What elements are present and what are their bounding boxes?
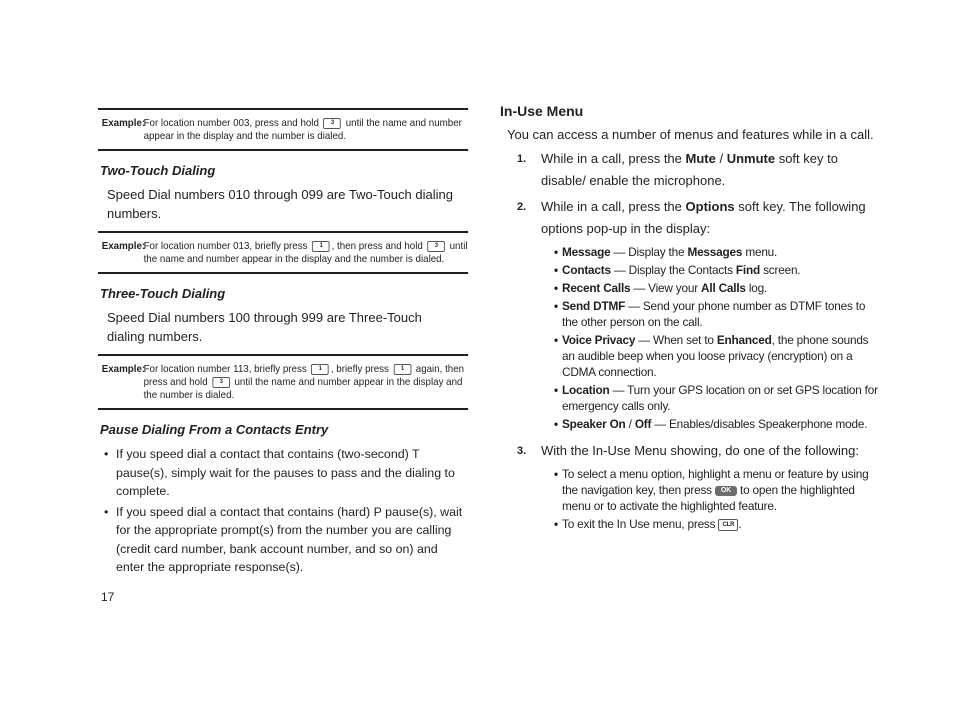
option-name: Voice Privacy — [562, 333, 636, 347]
example-text-part: For location number 003, press and hold — [143, 117, 319, 129]
list-item: • If you speed dial a contact that contains (hard) P pause(s), wait for the appropriate prompt(s) from the number you are calling (credit card number, bank account number, and so on) and enter the appropriate response(s). — [104, 503, 464, 577]
list-item — [554, 516, 880, 532]
example-box-013 — [98, 231, 468, 274]
step-number: 1. — [517, 153, 527, 165]
text-part: log. — [745, 281, 768, 295]
text-part: — Enables/disables Speakerphone mode. — [651, 417, 868, 431]
options-list — [554, 244, 880, 432]
text-part: . — [738, 517, 742, 531]
example-text-part: until the name and number appear in the display and the number is dialed. — [143, 240, 468, 265]
right-column — [500, 103, 880, 540]
option-bold: All Calls — [701, 281, 746, 295]
key-1-icon: 1 — [394, 364, 412, 375]
option-name: Speaker On — [562, 417, 626, 431]
text-part: soft key. The following options pop-up in the display: — [541, 199, 866, 236]
pause-dialing-heading: Pause Dialing From a Contacts Entry — [100, 422, 329, 437]
step-text — [535, 148, 880, 192]
option-name: Send DTMF — [562, 299, 626, 313]
option-bold: Find — [735, 263, 761, 277]
options-label: Options — [685, 199, 735, 214]
list-item — [554, 298, 880, 330]
ok-key-icon: OK — [715, 486, 737, 496]
key-3-icon: 3 — [323, 118, 341, 129]
example-box-113 — [98, 354, 468, 410]
list-item — [554, 262, 880, 278]
text-part: — View your — [630, 281, 702, 295]
in-use-menu-heading: In-Use Menu — [500, 103, 584, 119]
option-bold: Enhanced — [716, 333, 772, 347]
example-text — [144, 363, 469, 402]
step-1 — [500, 148, 880, 192]
option-bold: Messages — [687, 245, 743, 259]
text-part: — Display the — [610, 245, 688, 259]
list-item — [554, 280, 880, 296]
key-3-icon: 3 — [212, 377, 230, 388]
list-item — [554, 382, 880, 414]
text-part: , the phone sounds an audible beep when you loose privacy (encryption) on a CDMA connection. — [562, 333, 869, 379]
pause-dialing-list — [104, 445, 464, 577]
text-part: — Send your phone number as DTMF tones to the other person on the call. — [562, 299, 866, 329]
list-item — [554, 332, 880, 380]
key-1-icon: 1 — [312, 241, 330, 252]
unmute-label: Unmute — [726, 151, 776, 166]
step-3 — [500, 440, 880, 462]
option-bold: Off — [634, 417, 652, 431]
option-name: Message — [562, 245, 611, 259]
text-part: soft key to disable/ enable the microphone. — [541, 151, 838, 188]
text-part: menu. — [742, 245, 778, 259]
three-touch-body: Speed Dial numbers 100 through 999 are Three-Touch dialing numbers. — [107, 310, 422, 344]
list-item: • If you speed dial a contact that contains (two-second) T pause(s), simply wait for the pauses to pass and the dialing to complete. — [104, 445, 464, 501]
step-number: 2. — [517, 201, 527, 213]
text-part: To exit the In Use menu, press — [562, 517, 716, 531]
example-text — [144, 240, 469, 266]
example-label: Example: — [101, 240, 146, 252]
three-touch-heading: Three-Touch Dialing — [100, 286, 226, 301]
key-3-icon: 3 — [427, 241, 445, 252]
text-part: / — [625, 417, 635, 431]
step-number: 3. — [517, 445, 527, 457]
text-part: — Turn your GPS location on or set GPS location for emergency calls only. — [562, 383, 878, 413]
step-3-list — [554, 466, 880, 532]
text-part: to open the highlighted menu or to activate the highlighted feature. — [562, 483, 855, 513]
list-item — [554, 416, 880, 432]
example-text-part: again, then press and hold — [143, 363, 465, 388]
text-part: — Display the Contacts — [610, 263, 736, 277]
page-number: 17 — [101, 590, 115, 604]
clr-key-icon: CLR — [718, 519, 738, 531]
step-2 — [500, 196, 880, 240]
in-use-intro: You can access a number of menus and features while in a call. — [507, 127, 874, 142]
example-box-003 — [98, 108, 468, 151]
text-part: / — [715, 151, 727, 166]
example-text-part: , then press and hold — [331, 240, 423, 252]
example-text-part: , briefly press — [330, 363, 389, 375]
option-name: Recent Calls — [562, 281, 631, 295]
text-part: — When set to — [635, 333, 717, 347]
two-touch-heading: Two-Touch Dialing — [100, 163, 216, 178]
text-part: To select a menu option, highlight a menu or feature by using the navigation key, then press — [562, 467, 869, 497]
list-item — [554, 466, 880, 514]
text-part: While in a call, press the — [541, 199, 686, 214]
text-part: screen. — [760, 263, 801, 277]
two-touch-body: Speed Dial numbers 010 through 099 are Two-Touch dialing numbers. — [107, 187, 453, 221]
example-text-part: until the name and number appear in the display and the number is dialed. — [143, 376, 463, 401]
key-1-icon: 1 — [311, 364, 329, 375]
step-text: With the In-Use Menu showing, do one of the following: — [541, 443, 859, 458]
example-label: Example: — [101, 117, 146, 129]
mute-label: Mute — [685, 151, 716, 166]
option-name: Location — [562, 383, 610, 397]
example-text-part: until the name and number appear in the display and the number is dialed. — [143, 117, 462, 142]
example-text — [144, 117, 469, 143]
list-item — [554, 244, 880, 260]
left-column — [98, 108, 468, 579]
example-text-part: For location number 113, briefly press — [143, 363, 307, 375]
example-label: Example: — [101, 363, 146, 375]
text-part: While in a call, press the — [541, 151, 686, 166]
step-text — [535, 196, 880, 240]
option-name: Contacts — [562, 263, 611, 277]
example-text-part: For location number 013, briefly press — [143, 240, 308, 252]
